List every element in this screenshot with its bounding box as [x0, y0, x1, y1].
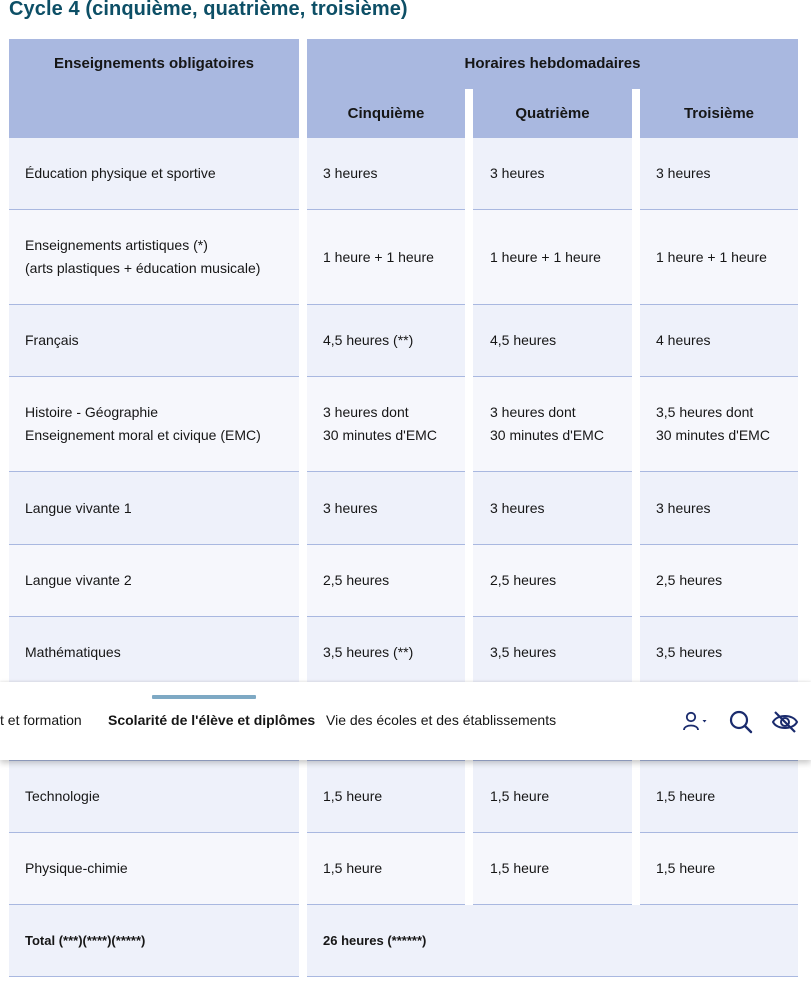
cell-text: 4,5 heures (**)	[323, 332, 414, 348]
header-hours-label: Horaires hebdomadaires	[464, 55, 641, 72]
cinquieme-cell	[307, 305, 465, 377]
cell-text: 1 heure + 1 heure	[490, 248, 601, 265]
subject-cell	[9, 210, 299, 305]
header-grade-quatrieme: Quatrième	[515, 105, 590, 122]
subject-cell	[9, 305, 299, 377]
cell-text: 3 heures dont	[490, 404, 576, 420]
quatrieme-cell	[473, 210, 632, 305]
cell-text: 3,5 heures (**)	[323, 644, 414, 660]
total-value: 26 heures (******)	[307, 905, 798, 977]
troisieme-cell	[640, 833, 798, 905]
cell-text: 3 heures	[490, 499, 545, 516]
cell-text: 3,5 heures	[490, 644, 557, 660]
quatrieme-cell	[473, 545, 632, 617]
cinquieme-cell	[307, 617, 465, 689]
quatrieme-cell	[473, 472, 632, 545]
cell-text: (arts plastiques + éducation musicale)	[25, 260, 261, 276]
cinquieme-cell	[307, 377, 465, 472]
cell-text: 2,5 heures	[656, 572, 723, 588]
cell-text: 3 heures	[656, 499, 711, 516]
header-subjects-label: Enseignements obligatoires	[53, 55, 255, 72]
cell-text: 3,5 heures	[656, 644, 723, 660]
subject-cell	[9, 761, 299, 833]
troisieme-cell	[640, 472, 798, 545]
cell-text: 2,5 heures	[490, 572, 557, 588]
table-row	[0, 210, 811, 305]
cell-text: 4,5 heures	[490, 332, 557, 348]
troisieme-cell	[640, 761, 798, 833]
subject-cell	[9, 617, 299, 689]
troisieme-cell	[640, 377, 798, 472]
cell-text: Langue vivante 1	[25, 499, 132, 516]
cell-text: Mathématiques	[25, 644, 121, 660]
cinquieme-cell	[307, 472, 465, 545]
cell-text: 4 heures	[656, 332, 711, 348]
troisieme-cell	[640, 545, 798, 617]
table-row	[0, 833, 811, 905]
subject-cell	[9, 138, 299, 210]
subject-cell	[9, 472, 299, 545]
table-row	[0, 545, 811, 617]
quatrieme-cell	[473, 305, 632, 377]
cell-text: Éducation physique et sportive	[25, 165, 216, 181]
cinquieme-cell	[307, 833, 465, 905]
cinquieme-cell	[307, 545, 465, 617]
page-title: Cycle 4 (cinquième, quatrième, troisième)	[9, 0, 408, 20]
cell-text: 1,5 heure	[490, 788, 550, 804]
user-icon[interactable]	[682, 709, 708, 735]
subject-cell	[9, 545, 299, 617]
cell-text: 3 heures	[323, 165, 378, 181]
cell-text: Physique-chimie	[25, 860, 128, 876]
cell-text: 1,5 heure	[656, 788, 716, 804]
header-column-divider	[632, 89, 640, 138]
header-grade-troisieme: Troisième	[683, 105, 755, 122]
subject-cell	[9, 833, 299, 905]
cell-text: 2,5 heures	[323, 572, 390, 588]
quatrieme-cell	[473, 833, 632, 905]
cell-text: 1 heure + 1 heure	[656, 248, 767, 265]
cinquieme-cell	[307, 761, 465, 833]
cell-text: 3,5 heures dont	[656, 404, 754, 420]
troisieme-cell	[640, 138, 798, 210]
column-gap	[632, 138, 640, 905]
cell-text: 30 minutes d'EMC	[656, 427, 770, 443]
table-row	[0, 377, 811, 472]
quatrieme-cell	[473, 761, 632, 833]
cell-text: Histoire - Géographie	[25, 404, 159, 420]
cell-text: Enseignement moral et civique (EMC)	[25, 427, 261, 443]
visibility-off-icon[interactable]	[771, 709, 797, 735]
nav-item-scolarite[interactable]: Scolarité de l'élève et diplômes	[108, 712, 316, 728]
nav-item-vie-ecoles[interactable]: Vie des écoles et des établissements	[326, 712, 557, 728]
header-column-divider	[465, 89, 473, 138]
subject-cell	[9, 377, 299, 472]
cell-text: 30 minutes d'EMC	[323, 427, 437, 443]
table-row	[0, 472, 811, 545]
quatrieme-cell	[473, 617, 632, 689]
table-row	[0, 617, 811, 689]
cell-text: 3 heures	[656, 165, 711, 181]
quatrieme-cell	[473, 377, 632, 472]
header-hours	[307, 39, 798, 138]
table-row	[0, 138, 811, 210]
quatrieme-cell	[473, 138, 632, 210]
cell-text: 1,5 heure	[490, 860, 550, 876]
cell-text: 1 heure + 1 heure	[323, 248, 434, 265]
header-subjects	[9, 39, 299, 138]
header-grade-cinquieme: Cinquième	[347, 105, 425, 122]
total-label: Total (***)(****)(*****)	[9, 905, 299, 977]
column-gap	[465, 138, 473, 905]
table-row	[0, 305, 811, 377]
table-row-total	[0, 905, 811, 977]
cell-text: Technologie	[25, 788, 100, 804]
cell-text: 3 heures	[490, 165, 545, 181]
nav-active-indicator	[152, 695, 256, 699]
cell-text: 3 heures	[323, 499, 378, 516]
cell-text: 1,5 heure	[656, 860, 716, 876]
cell-text: 3 heures dont	[323, 404, 409, 420]
nav-item-formation[interactable]: t et formation	[0, 712, 82, 728]
cell-text: Enseignements artistiques (*)	[25, 237, 208, 253]
cell-text: 1,5 heure	[323, 788, 383, 804]
main-navigation-bar	[0, 682, 811, 760]
cell-text: 1,5 heure	[323, 860, 383, 876]
troisieme-cell	[640, 305, 798, 377]
table-row	[0, 761, 811, 833]
cinquieme-cell	[307, 210, 465, 305]
cinquieme-cell	[307, 138, 465, 210]
search-icon[interactable]	[728, 709, 754, 735]
cell-text: Langue vivante 2	[25, 572, 132, 588]
cell-text: Français	[25, 332, 79, 348]
cell-text: 30 minutes d'EMC	[490, 427, 604, 443]
troisieme-cell	[640, 617, 798, 689]
troisieme-cell	[640, 210, 798, 305]
